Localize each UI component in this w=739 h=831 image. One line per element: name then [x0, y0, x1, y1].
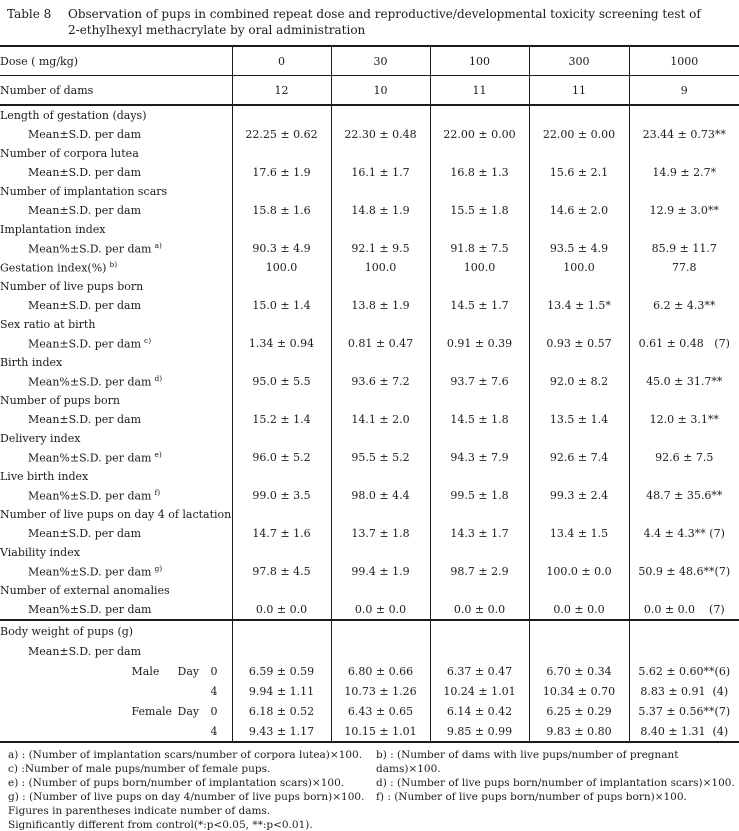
- day-number: 4: [210, 684, 218, 698]
- cell-value: [430, 581, 529, 600]
- cell-value: [232, 429, 331, 448]
- cell-value: [629, 144, 739, 163]
- cell-value: [529, 182, 629, 201]
- cell-value: [629, 620, 739, 641]
- cell-value: [232, 467, 331, 486]
- row-label: Mean±S.D. per dam: [28, 128, 142, 141]
- cell-value: [529, 220, 629, 239]
- cell-value: 0.0 ± 0.0 (7): [629, 600, 739, 620]
- cell-value: 96.0 ± 5.2: [232, 448, 331, 467]
- footnote-marker: g): [154, 564, 163, 574]
- cell-value: 9.43 ± 1.17: [232, 721, 331, 742]
- table-row: [0, 661, 739, 681]
- table-body: [0, 46, 739, 742]
- table-row: [0, 581, 739, 600]
- cell-value: [430, 620, 529, 641]
- row-label: Number of dams: [0, 76, 232, 106]
- footnote-marker: f): [154, 488, 161, 498]
- cell-value: 93.5 ± 4.9: [529, 239, 629, 258]
- row-label: Viability index: [0, 546, 80, 559]
- cell-value: 90.3 ± 4.9: [232, 239, 331, 258]
- cell-value: 8.83 ± 0.91 (4): [629, 681, 739, 701]
- cell-value: [331, 543, 430, 562]
- cell-value: 15.0 ± 1.4: [232, 296, 331, 315]
- cell-value: 97.8 ± 4.5: [232, 562, 331, 581]
- row-label: Number of pups born: [0, 394, 120, 407]
- cell-value: [331, 277, 430, 296]
- table-row: [0, 505, 739, 524]
- table-row: [0, 258, 739, 277]
- cell-value: 13.5 ± 1.4: [529, 410, 629, 429]
- table-row: [0, 391, 739, 410]
- cell-value: 8.40 ± 1.31 (4): [629, 721, 739, 742]
- cell-value: 99.0 ± 3.5: [232, 486, 331, 505]
- cell-value: 100: [430, 46, 529, 76]
- cell-value: 14.5 ± 1.7: [430, 296, 529, 315]
- row-label: Number of external anomalies: [0, 584, 170, 597]
- footnote-marker: e): [154, 450, 162, 460]
- cell-value: [430, 505, 529, 524]
- cell-value: [331, 391, 430, 410]
- row-label: Mean±S.D. per dam $^{c)}$: [28, 336, 152, 351]
- table-row: [0, 353, 739, 372]
- row-label: Number of live pups on day 4 of lactation: [0, 508, 232, 521]
- table-row: [0, 410, 739, 429]
- row-label: Number of live pups born: [0, 280, 144, 293]
- cell-value: 0.0 ± 0.0: [331, 600, 430, 620]
- cell-value: [430, 391, 529, 410]
- cell-value: [529, 467, 629, 486]
- cell-value: 16.1 ± 1.7: [331, 163, 430, 182]
- cell-value: 300: [529, 46, 629, 76]
- cell-value: 10.34 ± 0.70: [529, 681, 629, 701]
- cell-value: 9.94 ± 1.11: [232, 681, 331, 701]
- cell-value: 6.2 ± 4.3**: [629, 296, 739, 315]
- row-label: Mean±S.D. per dam: [28, 204, 142, 217]
- cell-value: 95.5 ± 5.2: [331, 448, 430, 467]
- row-label: Mean%±S.D. per dam $^{d)}$: [28, 374, 163, 389]
- cell-value: [331, 220, 430, 239]
- row-label: Mean±S.D. per dam: [28, 413, 142, 426]
- row-label: Mean±S.D. per dam: [28, 166, 142, 179]
- cell-value: 1.34 ± 0.94: [232, 334, 331, 353]
- cell-value: 14.7 ± 1.6: [232, 524, 331, 543]
- cell-value: [629, 581, 739, 600]
- cell-value: 0.93 ± 0.57: [529, 334, 629, 353]
- cell-value: 92.6 ± 7.5: [629, 448, 739, 467]
- cell-value: 100.0: [331, 258, 430, 277]
- row-label: [0, 721, 232, 742]
- footnote-c: c) :Number of male pups/number of female pups.: [8, 763, 271, 775]
- cell-value: 6.18 ± 0.52: [232, 701, 331, 721]
- footnotes: [0, 743, 739, 831]
- cell-value: [232, 543, 331, 562]
- bodyweight-sublabel: [0, 685, 232, 698]
- row-label: Length of gestation (days): [0, 109, 147, 122]
- cell-value: 15.5 ± 1.8: [430, 201, 529, 220]
- table-row-dose: [0, 46, 739, 76]
- footnote-marker: a): [154, 241, 162, 251]
- row-label: Delivery index: [0, 432, 81, 445]
- table-row: [0, 296, 739, 315]
- table-title-line2: 2-ethylhexyl methacrylate by oral administration: [68, 23, 366, 37]
- table-row: [0, 105, 739, 125]
- cell-value: [430, 144, 529, 163]
- cell-value: 22.00 ± 0.00: [529, 125, 629, 144]
- table-row: [0, 600, 739, 620]
- row-label: Mean%±S.D. per dam $^{g)}$: [28, 564, 163, 579]
- table-row: [0, 163, 739, 182]
- cell-value: [331, 505, 430, 524]
- cell-value: [232, 144, 331, 163]
- cell-value: 99.4 ± 1.9: [331, 562, 430, 581]
- table-row: [0, 315, 739, 334]
- table-row: [0, 125, 739, 144]
- cell-value: 50.9 ± 48.6**(7): [629, 562, 739, 581]
- cell-value: [529, 641, 629, 661]
- cell-value: 12.9 ± 3.0**: [629, 201, 739, 220]
- results-table: [0, 45, 739, 743]
- cell-value: [430, 353, 529, 372]
- cell-value: 0.61 ± 0.48 (7): [629, 334, 739, 353]
- cell-value: [232, 277, 331, 296]
- cell-value: [232, 641, 331, 661]
- cell-value: [529, 543, 629, 562]
- table-row: [0, 334, 739, 353]
- cell-value: [331, 429, 430, 448]
- cell-value: 1000: [629, 46, 739, 76]
- cell-value: 10.24 ± 1.01: [430, 681, 529, 701]
- cell-value: [430, 543, 529, 562]
- cell-value: 48.7 ± 35.6**: [629, 486, 739, 505]
- footnote-significance: Significantly different from control(*:p<0.05, **:p<0.01).: [8, 819, 313, 831]
- cell-value: 92.6 ± 7.4: [529, 448, 629, 467]
- cell-value: 13.8 ± 1.9: [331, 296, 430, 315]
- cell-value: [629, 353, 739, 372]
- cell-value: 92.0 ± 8.2: [529, 372, 629, 391]
- bodyweight-sublabel: [0, 705, 232, 718]
- cell-value: [529, 620, 629, 641]
- cell-value: [629, 543, 739, 562]
- cell-value: 6.25 ± 0.29: [529, 701, 629, 721]
- sex-label: Male: [131, 664, 160, 678]
- footnote-b: b) : (Number of dams with live pups/number of pregnant dams)×100.: [376, 749, 679, 775]
- table-number: Table 8: [7, 7, 52, 21]
- sex-label: [132, 725, 178, 738]
- cell-value: [529, 277, 629, 296]
- row-label: Mean%±S.D. per dam: [28, 603, 152, 616]
- footnote-marker: c): [144, 336, 152, 346]
- cell-value: [331, 144, 430, 163]
- day-number: 0: [210, 664, 218, 678]
- table-row: [0, 429, 739, 448]
- cell-value: 98.7 ± 2.9: [430, 562, 529, 581]
- footnote-marker: b): [109, 260, 118, 270]
- cell-value: [629, 105, 739, 125]
- cell-value: 10.15 ± 1.01: [331, 721, 430, 742]
- cell-value: 100.0: [232, 258, 331, 277]
- table-title-text: [68, 6, 733, 38]
- cell-value: 14.8 ± 1.9: [331, 201, 430, 220]
- row-label: [0, 661, 232, 681]
- cell-value: 99.5 ± 1.8: [430, 486, 529, 505]
- cell-value: 0.81 ± 0.47: [331, 334, 430, 353]
- cell-value: 23.44 ± 0.73**: [629, 125, 739, 144]
- cell-value: 17.6 ± 1.9: [232, 163, 331, 182]
- sex-label: [132, 685, 178, 698]
- row-label: Mean±S.D. per dam: [28, 644, 142, 658]
- cell-value: 100.0: [430, 258, 529, 277]
- cell-value: 16.8 ± 1.3: [430, 163, 529, 182]
- table-row: [0, 681, 739, 701]
- table-row: [0, 467, 739, 486]
- cell-value: 0.0 ± 0.0: [430, 600, 529, 620]
- cell-value: 45.0 ± 31.7**: [629, 372, 739, 391]
- cell-value: 10.73 ± 1.26: [331, 681, 430, 701]
- cell-value: [529, 144, 629, 163]
- row-label: Live birth index: [0, 470, 89, 483]
- cell-value: [629, 391, 739, 410]
- cell-value: 93.6 ± 7.2: [331, 372, 430, 391]
- cell-value: 22.25 ± 0.62: [232, 125, 331, 144]
- cell-value: 6.14 ± 0.42: [430, 701, 529, 721]
- table-row: [0, 721, 739, 742]
- footnotes-left-column: [8, 748, 376, 831]
- cell-value: [331, 581, 430, 600]
- cell-value: 14.9 ± 2.7*: [629, 163, 739, 182]
- cell-value: 98.0 ± 4.4: [331, 486, 430, 505]
- cell-value: [232, 220, 331, 239]
- cell-value: 14.3 ± 1.7: [430, 524, 529, 543]
- cell-value: [529, 429, 629, 448]
- cell-value: 14.6 ± 2.0: [529, 201, 629, 220]
- table-row: [0, 277, 739, 296]
- cell-value: [430, 467, 529, 486]
- row-label: Dose ( mg/kg): [0, 46, 232, 76]
- cell-value: 11: [430, 76, 529, 106]
- day-label: [178, 685, 208, 698]
- cell-value: [629, 182, 739, 201]
- cell-value: 6.70 ± 0.34: [529, 661, 629, 681]
- cell-value: 10: [331, 76, 430, 106]
- cell-value: [629, 505, 739, 524]
- cell-value: 15.8 ± 1.6: [232, 201, 331, 220]
- cell-value: [331, 182, 430, 201]
- cell-value: [430, 220, 529, 239]
- cell-value: [529, 105, 629, 125]
- cell-value: [331, 620, 430, 641]
- cell-value: 15.2 ± 1.4: [232, 410, 331, 429]
- cell-value: 22.30 ± 0.48: [331, 125, 430, 144]
- cell-value: 30: [331, 46, 430, 76]
- cell-value: [331, 467, 430, 486]
- table-row: [0, 701, 739, 721]
- cell-value: [529, 391, 629, 410]
- cell-value: [232, 105, 331, 125]
- cell-value: [529, 581, 629, 600]
- cell-value: [629, 220, 739, 239]
- table-row: [0, 239, 739, 258]
- cell-value: 14.1 ± 2.0: [331, 410, 430, 429]
- table-row: [0, 182, 739, 201]
- table-row-dams: [0, 76, 739, 106]
- cell-value: 93.7 ± 7.6: [430, 372, 529, 391]
- day-label: Day: [177, 704, 200, 718]
- table-row: [0, 448, 739, 467]
- cell-value: [232, 620, 331, 641]
- cell-value: [232, 505, 331, 524]
- row-label: Mean%±S.D. per dam $^{e)}$: [28, 450, 162, 465]
- cell-value: [430, 277, 529, 296]
- cell-value: 11: [529, 76, 629, 106]
- bodyweight-sublabel: [0, 725, 232, 738]
- row-label: Birth index: [0, 356, 63, 369]
- cell-value: [629, 277, 739, 296]
- row-label: Mean%±S.D. per dam $^{f)}$: [28, 488, 161, 503]
- day-number: 4: [210, 724, 218, 738]
- cell-value: 94.3 ± 7.9: [430, 448, 529, 467]
- cell-value: 12.0 ± 3.1**: [629, 410, 739, 429]
- cell-value: 13.7 ± 1.8: [331, 524, 430, 543]
- cell-value: 6.80 ± 0.66: [331, 661, 430, 681]
- sex-label: Female: [131, 704, 173, 718]
- cell-value: [430, 429, 529, 448]
- cell-value: 14.5 ± 1.8: [430, 410, 529, 429]
- cell-value: 6.43 ± 0.65: [331, 701, 430, 721]
- cell-value: [331, 353, 430, 372]
- cell-value: 77.8: [629, 258, 739, 277]
- cell-value: 6.37 ± 0.47: [430, 661, 529, 681]
- row-label: Body weight of pups (g): [0, 620, 232, 641]
- table-row: [0, 201, 739, 220]
- cell-value: 15.6 ± 2.1: [529, 163, 629, 182]
- cell-value: 100.0 ± 0.0: [529, 562, 629, 581]
- cell-value: 0.0 ± 0.0: [529, 600, 629, 620]
- footnote-parentheses: Figures in parentheses indicate number of dams.: [8, 805, 271, 817]
- cell-value: 12: [232, 76, 331, 106]
- cell-value: 5.37 ± 0.56**(7): [629, 701, 739, 721]
- cell-value: 4.4 ± 4.3** (7): [629, 524, 739, 543]
- cell-value: [331, 641, 430, 661]
- footnote-e: e) : (Number of pups born/number of implantation scars)×100.: [8, 777, 345, 789]
- cell-value: 13.4 ± 1.5*: [529, 296, 629, 315]
- table-row: [0, 372, 739, 391]
- cell-value: 0.0 ± 0.0: [232, 600, 331, 620]
- row-label: Sex ratio at birth: [0, 318, 96, 331]
- cell-value: 0: [232, 46, 331, 76]
- cell-value: [232, 391, 331, 410]
- cell-value: [430, 105, 529, 125]
- day-number: 0: [210, 704, 218, 718]
- cell-value: [232, 182, 331, 201]
- cell-value: [331, 105, 430, 125]
- footnote-a: a) : (Number of implantation scars/number of corpora lutea)×100.: [8, 749, 363, 761]
- row-label: Number of implantation scars: [0, 185, 168, 198]
- cell-value: 5.62 ± 0.60**(6): [629, 661, 739, 681]
- table-row: [0, 486, 739, 505]
- cell-value: 92.1 ± 9.5: [331, 239, 430, 258]
- day-label: Day: [177, 664, 200, 678]
- row-label: [0, 701, 232, 721]
- row-label: [0, 681, 232, 701]
- table-row: [0, 220, 739, 239]
- cell-value: 99.3 ± 2.4: [529, 486, 629, 505]
- cell-value: [232, 315, 331, 334]
- cell-value: 85.9 ± 11.7: [629, 239, 739, 258]
- footnote-d: d) : (Number of live pups born/number of implantation scars)×100.: [376, 777, 735, 789]
- cell-value: [629, 641, 739, 661]
- cell-value: [529, 505, 629, 524]
- table-caption: [0, 0, 739, 38]
- footnote-f: f) : (Number of live pups born/number of pups born)×100.: [376, 791, 687, 803]
- table-row: [0, 144, 739, 163]
- row-label: Mean%±S.D. per dam $^{a)}$: [28, 241, 162, 256]
- cell-value: [529, 353, 629, 372]
- cell-value: 22.00 ± 0.00: [430, 125, 529, 144]
- cell-value: 91.8 ± 7.5: [430, 239, 529, 258]
- footnote-marker: d): [154, 374, 163, 384]
- cell-value: 100.0: [529, 258, 629, 277]
- row-label: Number of corpora lutea: [0, 147, 139, 160]
- footnotes-right-column: [376, 748, 737, 831]
- day-label: [178, 725, 208, 738]
- cell-value: [430, 641, 529, 661]
- cell-value: [529, 315, 629, 334]
- cell-value: 13.4 ± 1.5: [529, 524, 629, 543]
- cell-value: [232, 353, 331, 372]
- table-row: [0, 524, 739, 543]
- table-row: [0, 641, 739, 661]
- cell-value: [430, 182, 529, 201]
- cell-value: [232, 581, 331, 600]
- cell-value: [629, 467, 739, 486]
- bodyweight-sublabel: [0, 665, 232, 678]
- row-label: Mean±S.D. per dam: [28, 527, 142, 540]
- table-title-line1: Observation of pups in combined repeat dose and reproductive/developmental toxicity screening test of: [68, 7, 701, 21]
- cell-value: [430, 315, 529, 334]
- table-row: [0, 543, 739, 562]
- footnote-g: g) : (Number of live pups on day 4/number of live pups born)×100.: [8, 791, 365, 803]
- table-row: [0, 562, 739, 581]
- cell-value: 95.0 ± 5.5: [232, 372, 331, 391]
- cell-value: [629, 315, 739, 334]
- table-row: [0, 620, 739, 641]
- cell-value: 9: [629, 76, 739, 106]
- cell-value: 9.83 ± 0.80: [529, 721, 629, 742]
- row-label: Implantation index: [0, 223, 106, 236]
- row-label: Mean±S.D. per dam: [28, 299, 142, 312]
- cell-value: [629, 429, 739, 448]
- cell-value: 6.59 ± 0.59: [232, 661, 331, 681]
- cell-value: 9.85 ± 0.99: [430, 721, 529, 742]
- cell-value: [331, 315, 430, 334]
- cell-value: 0.91 ± 0.39: [430, 334, 529, 353]
- row-label: Gestation index(%) $^{b)}$: [0, 260, 118, 275]
